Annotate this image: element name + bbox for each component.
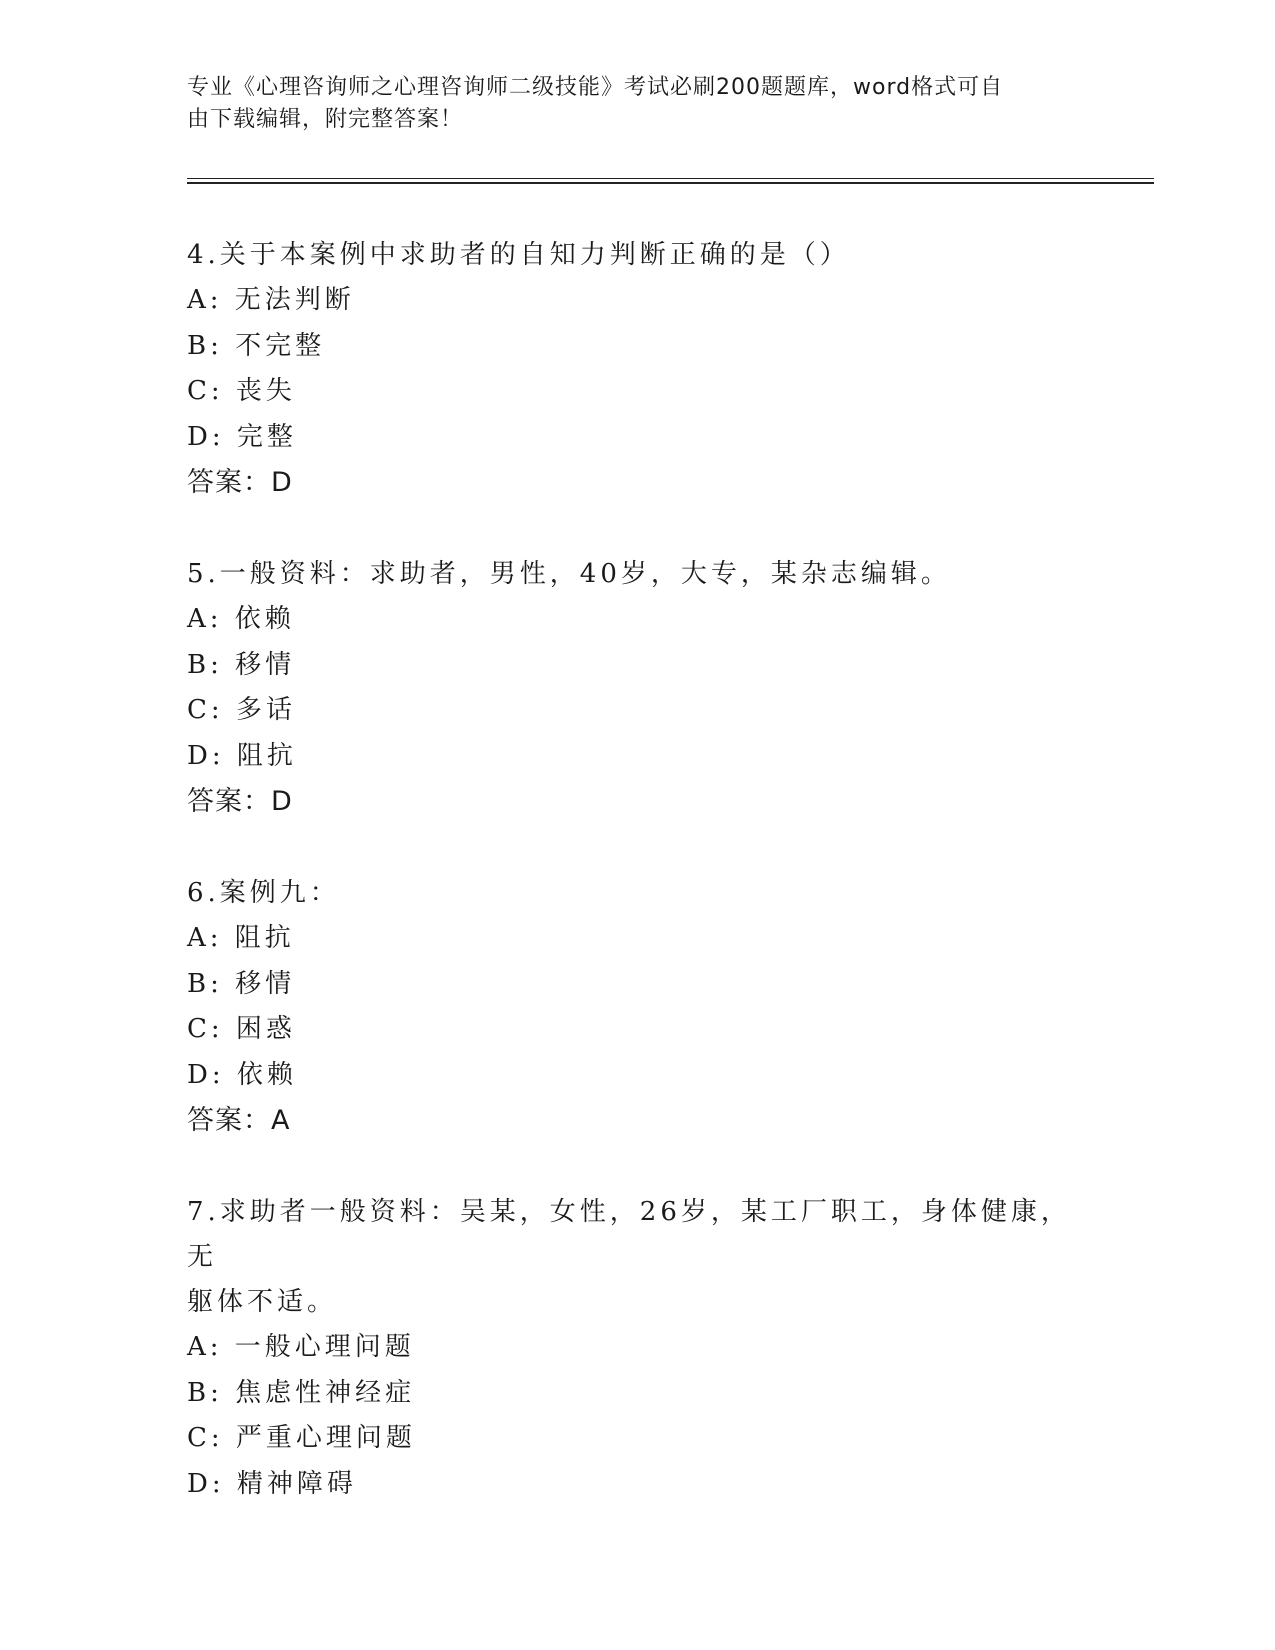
question-5 — [187, 552, 1087, 824]
option-b: B: 移情 — [187, 968, 296, 999]
question-title: 6.案例九： — [187, 878, 340, 908]
option-d: D: 依赖 — [187, 1059, 297, 1090]
answer-line: 答案：D — [187, 786, 293, 817]
option-c: C: 严重心理问题 — [187, 1423, 416, 1453]
option-b: B: 焦虑性神经症 — [187, 1377, 416, 1408]
document-header — [187, 72, 1067, 136]
option-a: A: 依赖 — [187, 604, 295, 634]
header-line-2: 由下载编辑，附完整答案！ — [187, 107, 464, 132]
question-title-line-1: 7.求助者一般资料：吴某，女性，26岁，某工厂职工，身体健康，无 — [187, 1197, 1071, 1272]
answer-line: 答案：D — [187, 467, 293, 498]
option-b: B: 移情 — [187, 649, 296, 680]
header-line-1: 专业《心理咨询师之心理咨询师二级技能》考试必刷200题题库，word格式可自 — [187, 75, 1004, 100]
header-divider-thick — [187, 182, 1154, 184]
question-title: 4.关于本案例中求助者的自知力判断正确的是（） — [187, 240, 850, 270]
header-divider-thin — [187, 178, 1154, 179]
option-d: D: 阻抗 — [187, 740, 297, 771]
question-7 — [187, 1190, 1087, 1507]
option-c: C: 多话 — [187, 695, 296, 725]
option-d: D: 完整 — [187, 421, 297, 452]
option-c: C: 丧失 — [187, 376, 296, 406]
question-6 — [187, 871, 1087, 1143]
option-c: C: 困惑 — [187, 1014, 296, 1044]
question-title: 5.一般资料：求助者，男性，40岁，大专，某杂志编辑。 — [187, 559, 951, 589]
option-d: D: 精神障碍 — [187, 1468, 357, 1499]
option-a: A: 无法判断 — [187, 285, 355, 315]
option-a: A: 一般心理问题 — [187, 1332, 415, 1362]
option-a: A: 阻抗 — [187, 923, 295, 953]
question-4 — [187, 233, 1087, 505]
question-title-line-2: 躯体不适。 — [187, 1287, 338, 1317]
option-b: B: 不完整 — [187, 330, 326, 361]
answer-line: 答案：A — [187, 1105, 291, 1136]
